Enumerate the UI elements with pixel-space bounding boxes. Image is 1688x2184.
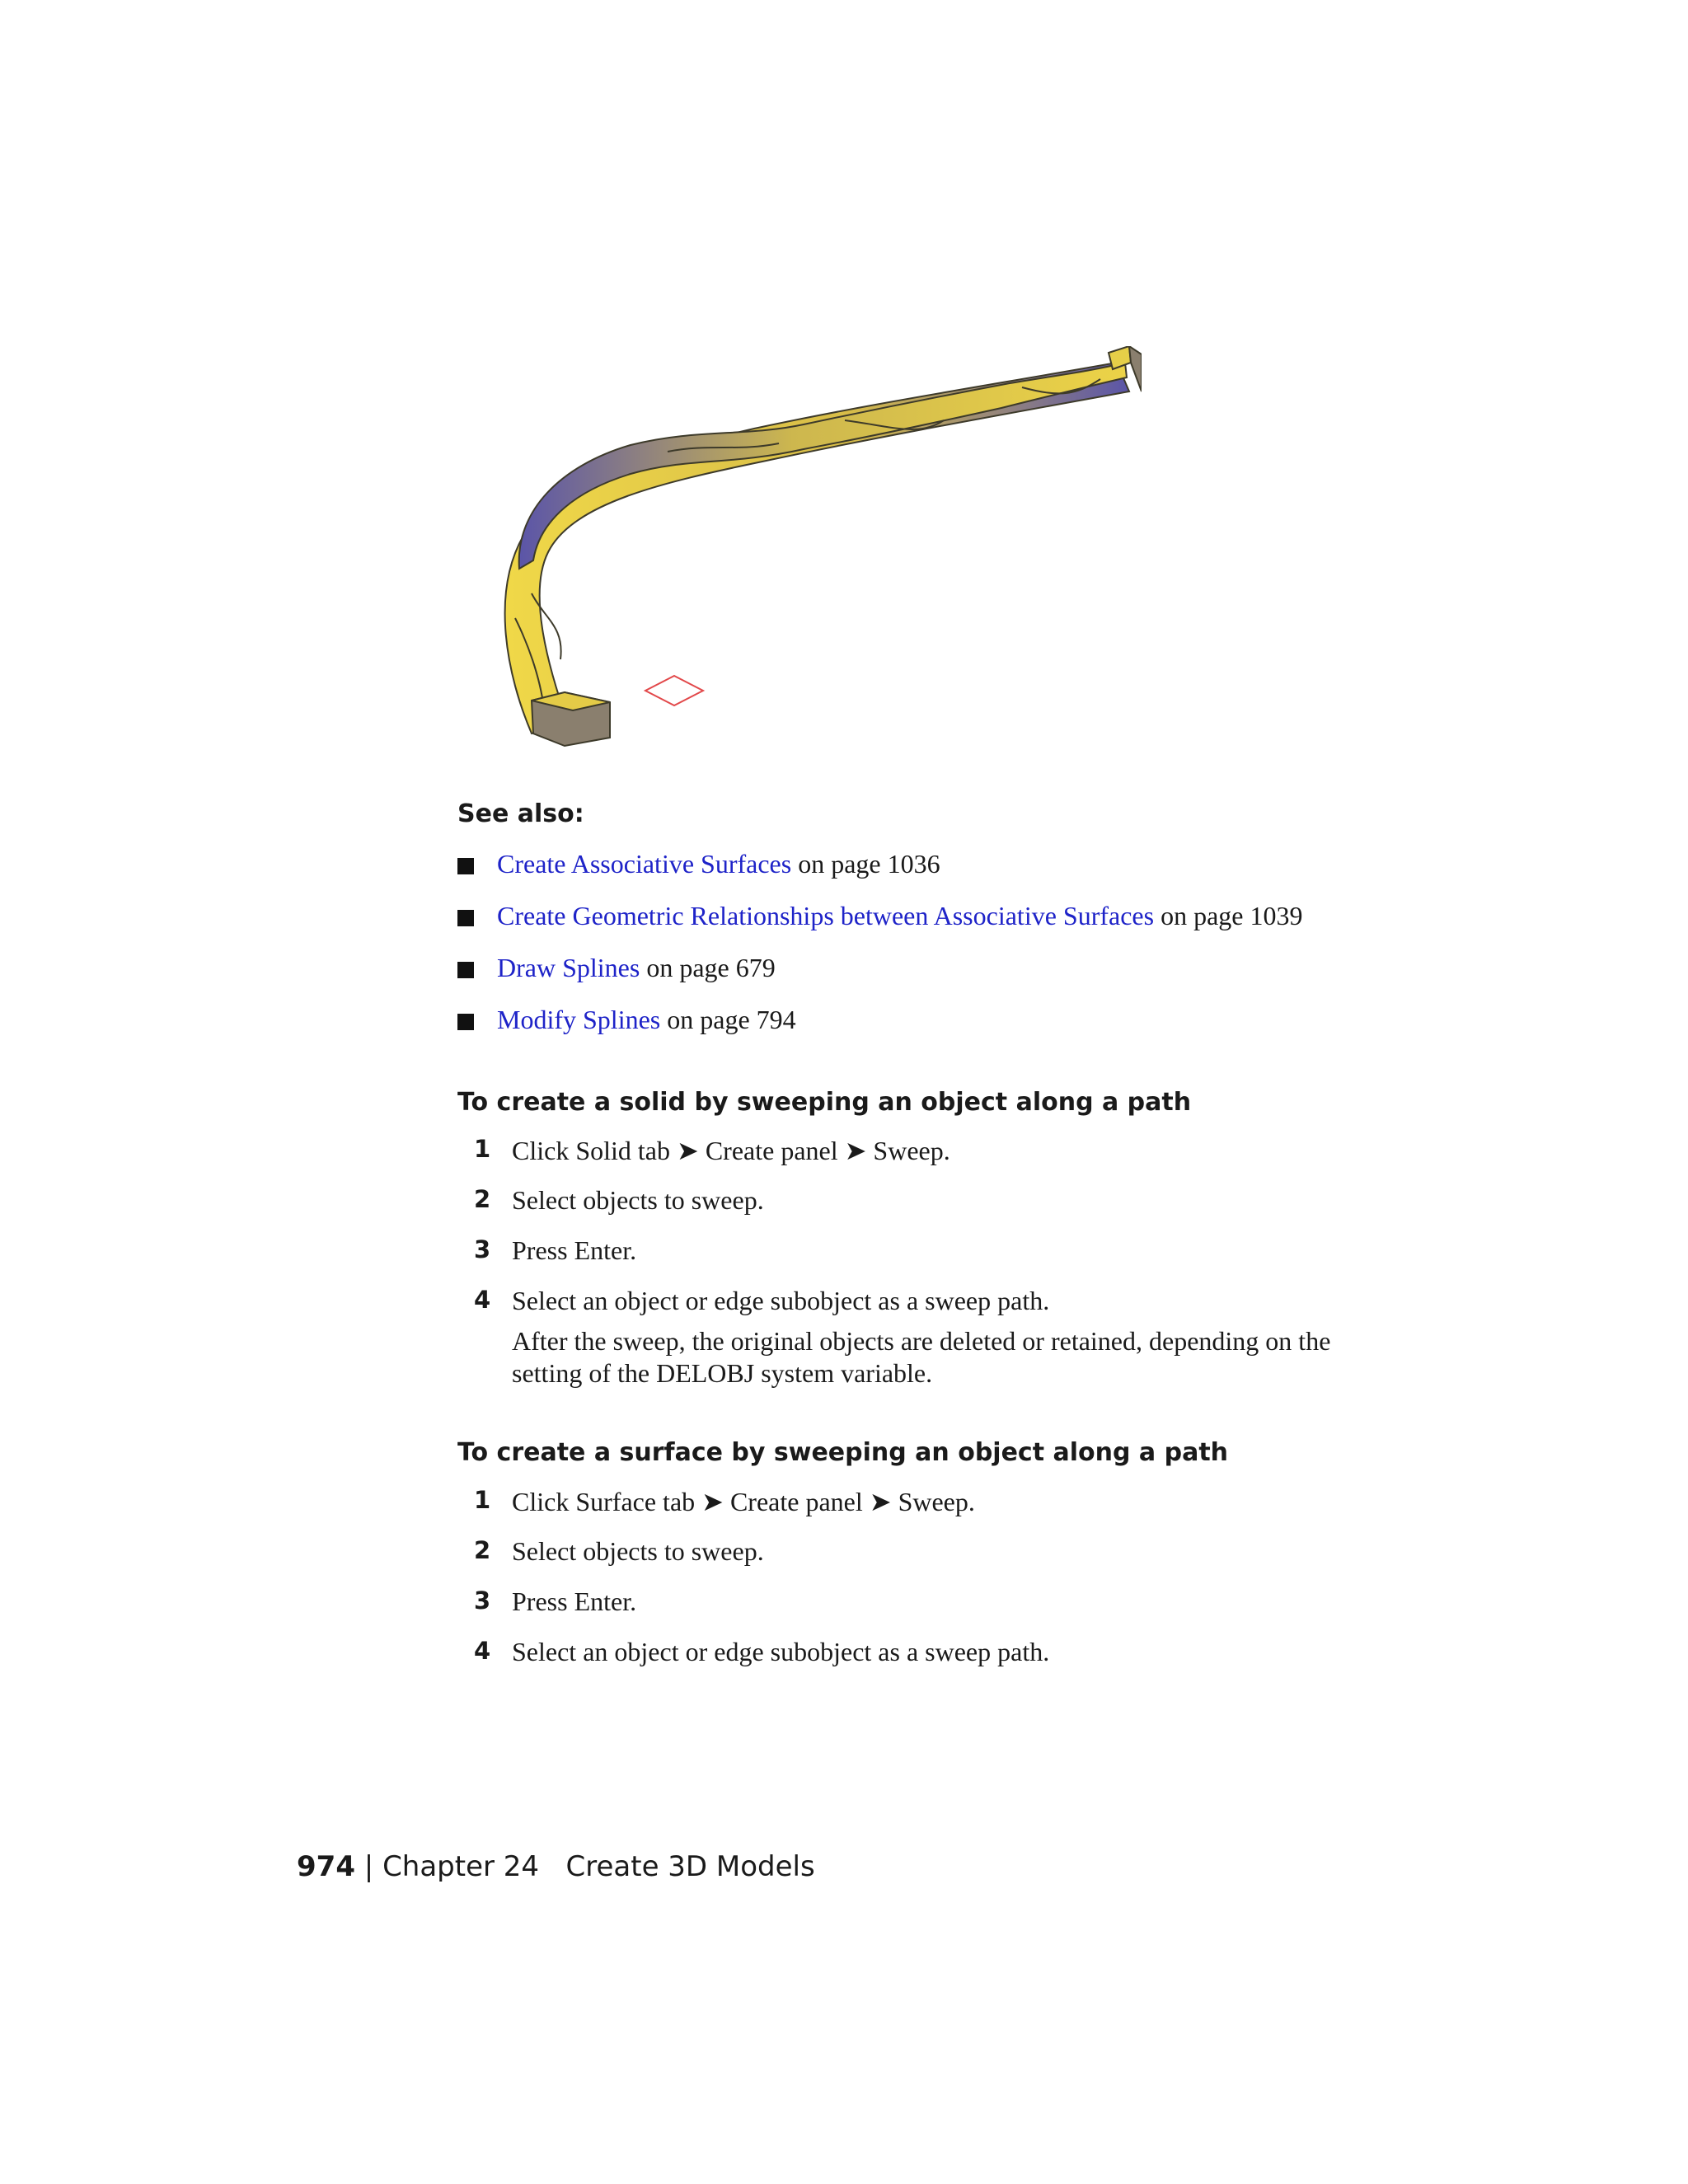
list-item <box>457 953 1302 1005</box>
step-number: 4 <box>474 1637 491 1665</box>
link-draw-splines[interactable]: Draw Splines <box>497 953 640 982</box>
see-also-list <box>457 849 1302 1057</box>
sweep-illustration <box>482 346 1142 750</box>
see-also-title: See also: <box>457 799 584 828</box>
list-item <box>457 1005 1302 1057</box>
rope-end-cap-top <box>1109 346 1131 369</box>
step-number: 2 <box>474 1185 491 1213</box>
link-create-associative-surfaces[interactable]: Create Associative Surfaces <box>497 849 792 879</box>
bullet-square-icon <box>457 910 474 926</box>
bullet-square-icon <box>457 858 474 874</box>
step-text: Select objects to sweep. <box>512 1536 764 1566</box>
page-number: 974 <box>297 1850 355 1883</box>
step-number: 3 <box>474 1586 491 1615</box>
step-text: Select an object or edge subobject as a sweep path. <box>512 1637 1050 1666</box>
link-modify-splines[interactable]: Modify Splines <box>497 1005 661 1034</box>
list-item <box>457 849 1302 901</box>
link-create-geometric-relationships[interactable]: Create Geometric Relationships between Associative Surfaces <box>497 901 1155 930</box>
surface-procedure-heading: To create a surface by sweeping an object along a path <box>457 1438 1229 1467</box>
chapter-title: Create 3D Models <box>565 1850 815 1883</box>
step-text: Select objects to sweep. <box>512 1185 764 1215</box>
page-ref: on page 1036 <box>791 849 940 879</box>
step-number: 3 <box>474 1235 491 1263</box>
step-text: Press Enter. <box>512 1586 637 1616</box>
step-number: 2 <box>474 1536 491 1564</box>
rope-end-cap-side <box>1129 346 1142 391</box>
rope-strand-back <box>505 363 1129 733</box>
bullet-square-icon <box>457 962 474 978</box>
footer-separator: | <box>354 1850 383 1883</box>
step-text: Click Solid tab ➤ Create panel ➤ Sweep. <box>512 1136 950 1165</box>
step-number: 1 <box>474 1135 491 1163</box>
solid-procedure-heading: To create a solid by sweeping an object along a path <box>457 1088 1192 1117</box>
sweep-profile-marker <box>645 676 703 705</box>
page-footer <box>297 1850 815 1883</box>
step-text: Select an object or edge subobject as a sweep path. <box>512 1286 1050 1315</box>
step-number: 4 <box>474 1286 491 1314</box>
bullet-square-icon <box>457 1014 474 1030</box>
step-number: 1 <box>474 1486 491 1514</box>
step-text: Press Enter. <box>512 1235 637 1265</box>
page-ref: on page 679 <box>640 953 776 982</box>
chapter-label: Chapter 24 <box>382 1850 540 1883</box>
page-ref: on page 794 <box>660 1005 796 1034</box>
page-ref: on page 1039 <box>1154 901 1303 930</box>
step-text: Click Surface tab ➤ Create panel ➤ Sweep. <box>512 1487 975 1516</box>
step-note: After the sweep, the original objects are deleted or retained, depending on the setting of the DELOBJ system variable. <box>512 1326 1331 1388</box>
rope-strand-front <box>519 363 1127 569</box>
list-item <box>457 901 1302 953</box>
